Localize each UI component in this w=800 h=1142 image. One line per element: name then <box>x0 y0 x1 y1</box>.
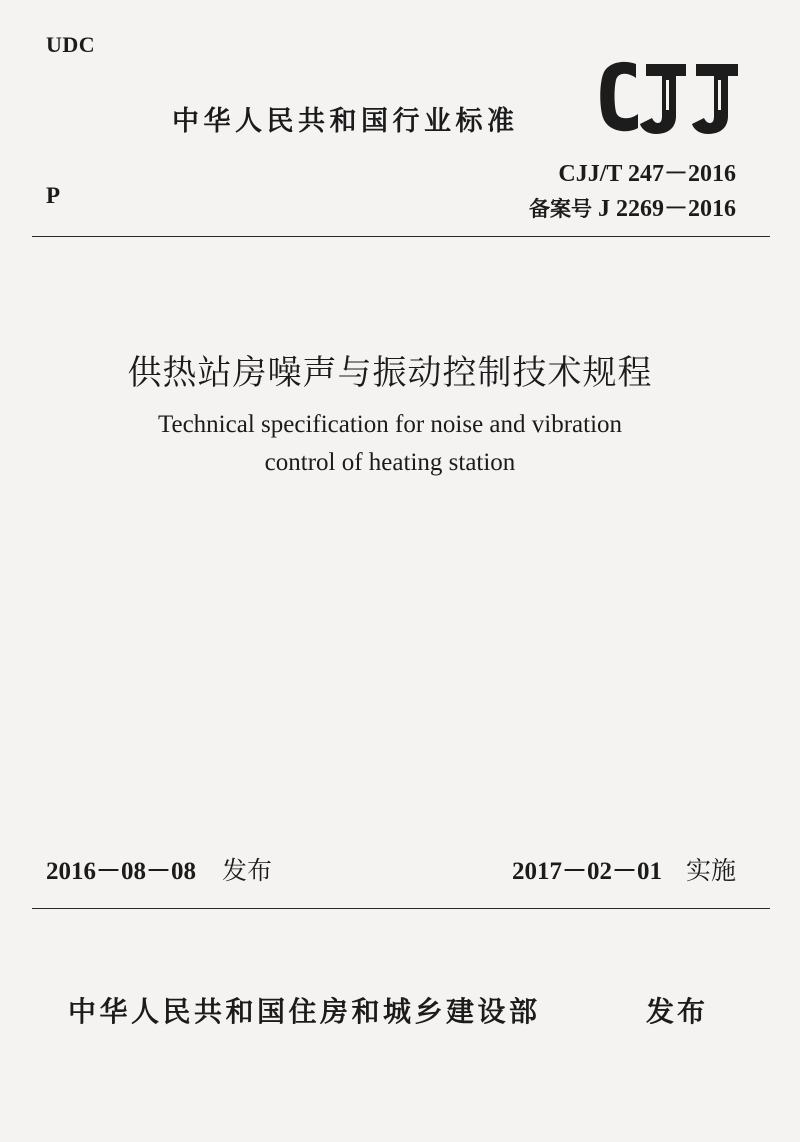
title-english-line2: control of heating station <box>264 449 516 476</box>
publish-label: 发布 <box>646 995 709 1028</box>
record-number <box>529 188 736 223</box>
implementation-date <box>512 851 736 887</box>
issue-date <box>46 851 272 887</box>
cjj-logo <box>596 58 746 138</box>
publisher-name: 中华人民共和国住房和城乡建设部 <box>68 995 541 1028</box>
standard-category: 中华人民共和国行业标准 <box>172 106 519 137</box>
header-divider <box>32 236 770 237</box>
record-number-label: 备案号 <box>529 197 592 221</box>
issue-date-value: 2016－08－08 <box>46 858 197 885</box>
standard-number: CJJ/T 247－2016 <box>558 161 736 187</box>
issue-date-label: 发布 <box>222 856 273 885</box>
footer-divider <box>32 908 770 909</box>
classification-letter: P <box>46 183 61 208</box>
record-number-value: J 2269－2016 <box>598 196 736 222</box>
implementation-date-label: 实施 <box>685 856 736 885</box>
udc-label: UDC <box>46 32 96 57</box>
title-english-line1: Technical specification for noise and vibration <box>157 411 623 438</box>
implementation-date-value: 2017－02－01 <box>511 858 662 885</box>
title-chinese: 供热站房噪声与振动控制技术规程 <box>127 353 653 393</box>
